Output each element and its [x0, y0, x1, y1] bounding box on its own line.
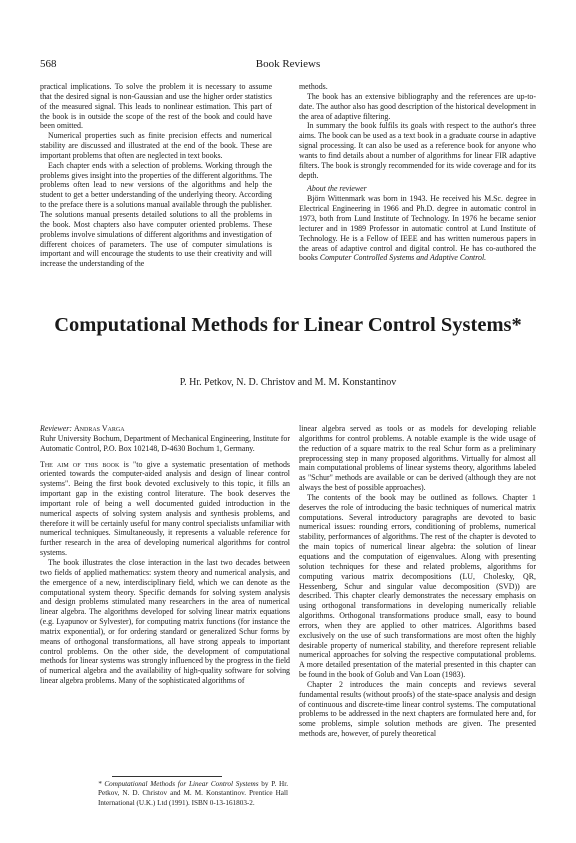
prev-review-right-column [299, 82, 536, 292]
review-right-column [299, 424, 536, 819]
body-paragraph: Chapter 2 introduces the main concepts and reviews several fundamental results (without proofs) of the state-space analysis and design of continuous and discrete-time linear control systems. The computational problems to be addressed in the next chapters are formulated here and, for some problems, simple solution methods are given. The presented methods are, however, of purely theoretical [299, 679, 536, 739]
body-paragraph: The book has an extensive bibliography and the references are up-to-date. The author also has good description of the historical development in the area of adaptive filtering. [299, 91, 536, 121]
body-paragraph: linear algebra served as tools or as models for developing reliable algorithms for control problems. A notable example is the wide usage of the reduction of a square matrix to the real Schur form as a preliminary preprocessing step in many proposed algorithms. Virtually for almost all main computational problems of linear systems theory, algorithms labeled as "Schur" methods are available or can be derived (although they are not always the best of possible approaches). [299, 424, 536, 493]
article-authors: P. Hr. Petkov, N. D. Christov and M. M. Konstantinov [179, 377, 397, 388]
reviewer-books: Computer Controlled Systems and Adaptive Control. [319, 253, 487, 263]
prev-review-left-column [40, 82, 272, 292]
body-paragraph: Each chapter ends with a selection of problems. Working through the problems gives insight into the properties of the different algorithms. The problems often lead to new versions of the algorithms and help the student to get a better understanding of the underlying theory. According to the preface there is a solutions manual available through the publisher. The solutions manual presents detailed solutions to all the problems in the book. Most chapters also have computer oriented problems. These problems involve simulations of different algorithms and investigation of different choices of parameters. The use of computer simulations is important and will encourage the students to use their creativity and will increase the understanding of the [40, 160, 272, 269]
reviewer-line: Reviewer: Andras Varga [40, 424, 125, 433]
opening-words: The aim of this book [40, 459, 120, 469]
body-paragraph: In summary the book fulfils its goals with respect to the author's three aims. The book can be used as a text book in a graduate course in adaptive signal processing. It can also be used as a reference book for anyone who wants to find details about a number of algorithms for linear FIR adaptive filters. The book is strongly recommended for its wide coverage and for its depth. [299, 121, 536, 180]
page-number: 568 [40, 58, 57, 70]
body-paragraph: Numerical properties such as finite precision effects and numerical stability are discussed and illustrated at the end of the book. These are important problems that often are neglected in text books. [40, 131, 272, 160]
about-reviewer-heading: About the reviewer [307, 184, 367, 194]
article-title: Computational Methods for Linear Control Systems* [54, 314, 522, 336]
footnote-rule [112, 776, 222, 777]
body-paragraph: practical implications. To solve the problem it is necessary to assume that the desired signal is non-Gaussian and use the higher order statistics of the measured signal. This leads to nonlinear estimation. This part of the book is in outside the scope of the rest of the book and could have been omitted. [40, 82, 272, 131]
reviewer-name: Andras Varga [73, 424, 125, 433]
review-left-column [40, 424, 290, 774]
footnote: * Computational Methods for Linear Control Systems by P. Hr. Petkov, N. D. Christov and M. M. Konstantinov. Prentice Hall International (U.K.) Ltd (1991). ISBN 0-13-161803-2. [98, 780, 289, 807]
running-header: Book Reviews [255, 58, 321, 70]
body-paragraph: The contents of the book may be outlined as follows. Chapter 1 deserves the role of introducing the basic techniques of numerical matrix computations. Several introductory paragraphs are devoted to basic numerical issues: rounding errors, conditioning of problems, numerical stability, performances of algorithms. The rest of the chapter is devoted to the main topics of numerical linear algebra: the solution of linear equations and the computation of eigenvalues. Along with presenting solution techniques for these and related problems, algorithms for computing various matrix decompositions (LU, Cholesky, QR, Hessenberg, Schur and singular value decomposition (SVD)) are described. This chapter clearly demonstrates the necessary emphasis on using orthogonal transformations in developing numerically reliable algorithms. Orthogonal transformations produce small, easy to bound errors, when they are applied to other matrices. Algorithms based exclusively on the use of such transformations are most often the highly desirable property of numerical stability, and therefore represent reliable numerical approaches for solving the respective computational problems. A more detailed presentation of the material presented in this chapter can be found in the book of Golub and Van Loan (1983). [299, 492, 536, 680]
body-paragraph: The book illustrates the close interaction in the last two decades between two fields of applied mathematics: system theory and numerical analysis, and the emergence of a new, interdisciplinary field, which we can denote as the computational system theory. Specific demands for solving system analysis and design problems stimulated many researchers in the area of numerical linear algebra. The algorithms developed for solving linear matrix equations (e.g. Lyapunov or Sylvester), for computing matrix functions (for instance the matrix exponential), or for ordering standard or generalized Schur forms by means of orthogonal transformations, all have strong appeals to important control problems. On the other side, the development of computational methods for linear systems was strongly influenced by the progress in the field of numerical algebra and the availability of high-quality software for solving linear algebra problems. Many of the sophisticated algorithms of [40, 557, 290, 686]
about-reviewer-text: Björn Wittenmark was born in 1943. He received his M.Sc. degree in Electrical Engineering in 1966 and Ph.D. degree in automatic control in 1973, both from Lund Institute of Technology. In 1976 he became senior lecturer and in 1989 Professor in automatic control at Lund Institute of Technology. He is a Fellow of IEEE and has written numerous papers in the areas of adaptive control and digital control. He has co-authored the books Computer Controlled Systems and Adaptive Control. [299, 194, 536, 263]
reviewer-address: Ruhr University Bochum, Department of Mechanical Engineering, Institute for Automatic Control, P.O. Box 102148, D-4630 Bochum 1, Germany. [40, 433, 290, 453]
body-paragraph: methods. [299, 82, 328, 91]
body-paragraph: The aim of this book is "to give a systematic presentation of methods oriented towards the computer-aided analysis and design of linear control systems". Being the first book devoted exclusively to this topic, it fills an important gap in the existing control literature. The book deserves the important role of being a well documented guided introduction in the numerical aspects of solving system analysis and synthesis problems, and therefore it will be certainly useful for many control specialists unfamiliar with numerical techniques. Simultaneously, it represents a valuable reference for further research in the area of developing numerical algorithms for control systems. [40, 459, 290, 558]
